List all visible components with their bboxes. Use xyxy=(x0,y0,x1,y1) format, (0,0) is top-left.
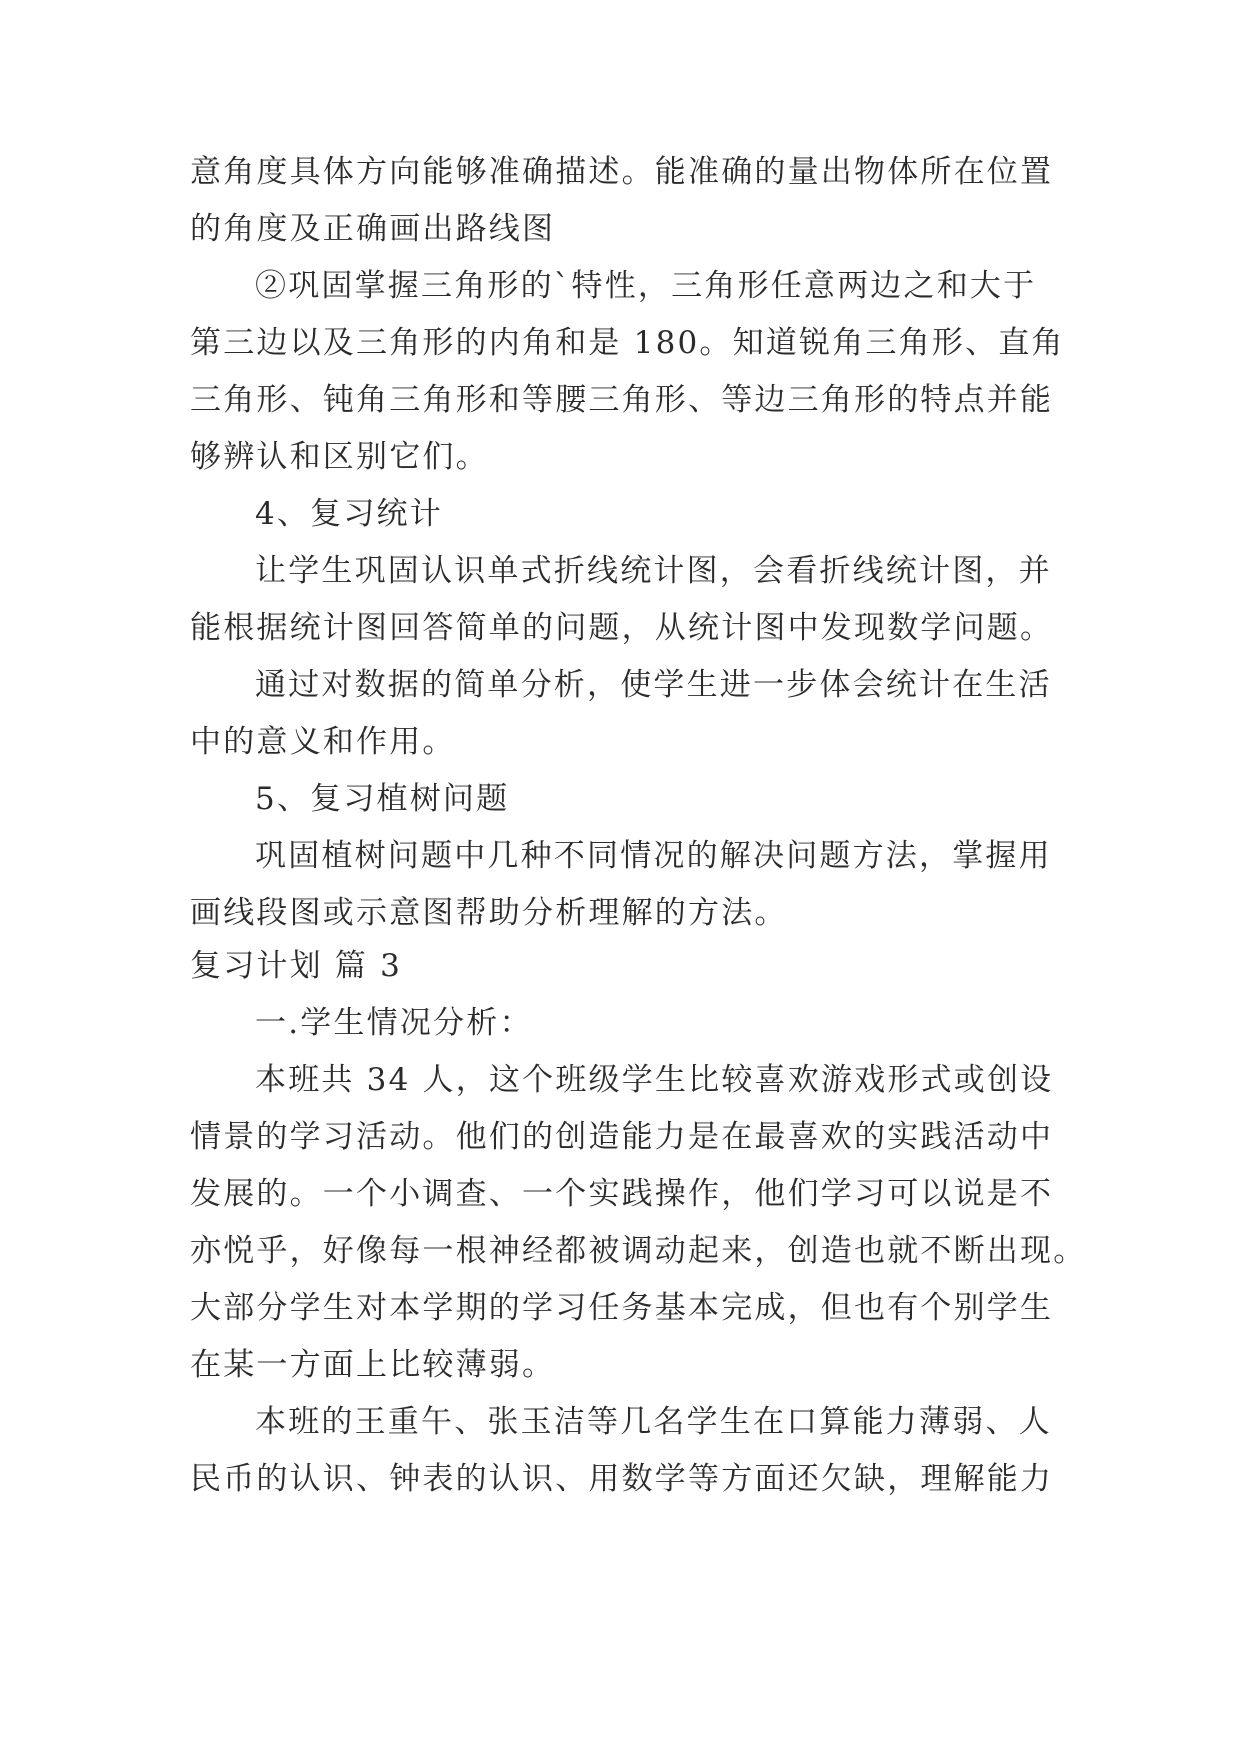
text-line-21: 大部分学生对本学期的学习任务基本完成，但也有个别学生 xyxy=(190,1290,1054,1326)
text-line-6: 够辨认和区别它们。 xyxy=(190,439,489,475)
text-line-5: 三角形、钝角三角形和等腰三角形、等边三角形的特点并能 xyxy=(190,382,1054,418)
text-line-2: 的角度及正确画出路线图 xyxy=(190,211,556,247)
text-line-18: 情景的学习活动。他们的创造能力是在最喜欢的实践活动中 xyxy=(190,1119,1054,1155)
text-line-24: 民币的认识、钟表的认识、用数学等方面还欠缺，理解能力 xyxy=(190,1461,1054,1497)
text-line-8: 让学生巩固认识单式折线统计图，会看折线统计图，并 xyxy=(255,553,1052,589)
text-line-20: 亦悦乎，好像每一根神经都被调动起来，创造也就不断出现。 xyxy=(190,1233,1087,1269)
text-line-4: 第三边以及三角形的内角和是 180。知道锐角三角形、直角 xyxy=(190,325,1065,361)
text-line-22: 在某一方面上比较薄弱。 xyxy=(190,1347,556,1383)
text-line-1: 意角度具体方向能够准确描述。能准确的量出物体所在位置 xyxy=(190,154,1054,190)
text-line-13: 巩固植树问题中几种不同情况的解决问题方法，掌握用 xyxy=(255,838,1052,874)
text-line-19: 发展的。一个小调查、一个实践操作，他们学习可以说是不 xyxy=(190,1176,1054,1212)
review-plan-title: 复习计划 篇 3 xyxy=(190,948,403,984)
text-line-9: 能根据统计图回答简单的问题，从统计图中发现数学问题。 xyxy=(190,610,1054,646)
text-line-23: 本班的王重午、张玉洁等几名学生在口算能力薄弱、人 xyxy=(255,1404,1052,1440)
section-heading-statistics: 4、复习统计 xyxy=(255,496,443,532)
text-line-10: 通过对数据的简单分析，使学生进一步体会统计在生活 xyxy=(255,667,1052,703)
section-heading-student-analysis: 一.学生情况分析： xyxy=(255,1005,533,1041)
section-heading-tree-planting: 5、复习植树问题 xyxy=(255,781,510,817)
text-line-11: 中的意义和作用。 xyxy=(190,724,456,760)
text-line-14: 画线段图或示意图帮助分析理解的方法。 xyxy=(190,895,788,931)
text-line-3: ②巩固掌握三角形的`特性，三角形任意两边之和大于 xyxy=(255,268,1037,304)
text-line-17: 本班共 34 人，这个班级学生比较喜欢游戏形式或创设 xyxy=(255,1062,1054,1098)
